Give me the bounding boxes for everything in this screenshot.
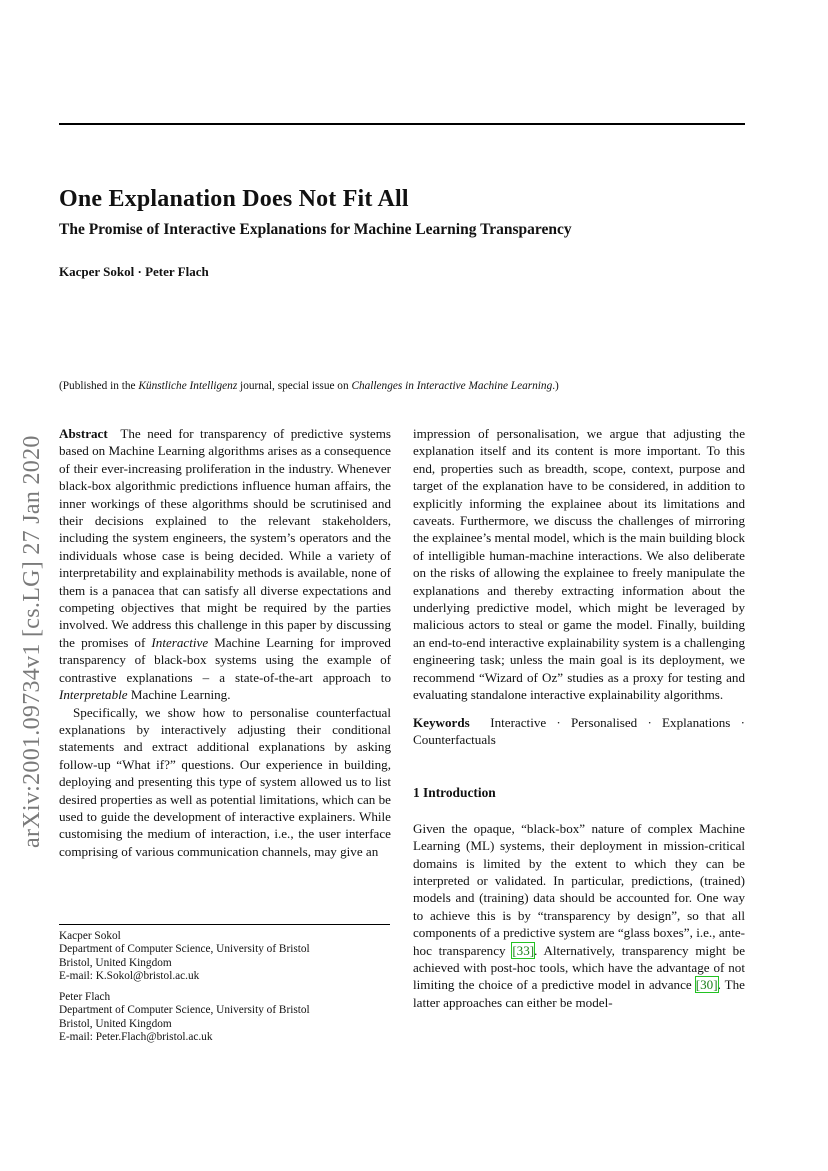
- keywords-label: Keywords: [413, 714, 470, 730]
- right-column: [413, 425, 745, 1011]
- footnote-rule: [59, 924, 390, 925]
- footnote-author-1-location: Bristol, United Kingdom: [59, 956, 172, 969]
- paper-title: One Explanation Does Not Fit All: [59, 186, 409, 212]
- paper-subtitle: The Promise of Interactive Explanations for Machine Learning Transparency: [59, 221, 572, 238]
- abstract-paragraph-1: [59, 425, 391, 704]
- footnote-author-2-location: Bristol, United Kingdom: [59, 1017, 172, 1030]
- arxiv-stamp: arXiv:2001.09734v1 [cs.LG] 27 Jan 2020: [19, 435, 45, 848]
- abstract-text-c: Machine Learning.: [127, 687, 231, 703]
- footnote-author-2-dept: Department of Computer Science, University of Bristol: [59, 1004, 310, 1017]
- introduction-text-a: Given the opaque, “black-box” nature of complex Machine Learning (ML) systems, their deployment in mission-critical domains is limited by the extent to which they can be interpreted or validated. In particular, predictions, (trained) models and (training) data should be accounted for. One way to achieve this is by “transparency by design”, so that all components of a predictive system are “glass boxes”, i.e., ante-hoc transparency: [413, 820, 745, 958]
- citation-link-33[interactable]: [33]: [512, 942, 535, 958]
- introduction-text-c: . The latter approaches can either be model-: [413, 977, 745, 1010]
- footnote-author-1-email: E-mail: K.Sokol@bristol.ac.uk: [59, 970, 200, 983]
- section-heading-introduction: 1 Introduction: [413, 785, 496, 801]
- abstract-paragraph-2: Specifically, we show how to personalise counterfactual explanations by interactively adjusting their conditional statements and extract additional explanations by asking follow-up “What if?” questions. Our experience in building, deploying and presenting this type of system allowed us to list desired properties as well as potential limitations, which can be used to guide the development of interactive explainers. While customising the medium of interaction, i.e., the user interface comprising of various communication channels, may give an: [59, 704, 391, 859]
- keywords: [413, 714, 745, 749]
- footnote-author-2: [59, 991, 310, 1045]
- abstract-label: Abstract: [59, 426, 108, 441]
- abstract-paragraph-3: impression of personalisation, we argue that adjusting the explanation itself and its content is more important. To this end, properties such as breadth, scope, context, purpose and target of the explanation have to be considered, in addition to explicitly informing the explainee about its limitations and caveats. Furthermore, we discuss the challenges of mirroring the explainee’s mental model, which is the main building block of intelligible human-machine interactions. We also deliberate on the risks of allowing the explainee to freely manipulate the explanations and thereby extracting information about the underlying predictive model, which might be leveraged by malicious actors to steal or game the model. Finally, building an end-to-end interactive explainability system is a challenging engineering task; unless the main goal is its deployment, we recommend “Wizard of Oz” studies as a proxy for testing and evaluating standalone interactive explainability algorithms.: [413, 426, 745, 703]
- special-issue-name: Challenges in Interactive Machine Learning: [351, 380, 553, 392]
- footnote-author-1-dept: Department of Computer Science, University of Bristol: [59, 943, 310, 956]
- abstract-emphasis-interactive: Interactive: [151, 634, 209, 650]
- journal-name: Künstliche Intelligenz: [138, 380, 238, 392]
- publication-note-mid: journal, special issue on: [237, 380, 352, 392]
- abstract-text-b: Machine Learning for improved transparency of black-box systems using the example of contrastive explanations – a state-of-the-art approach to: [59, 634, 391, 685]
- keywords-text: Interactive · Personalised · Explanations · Counterfactuals: [413, 714, 745, 747]
- introduction-paragraph: [413, 820, 745, 1011]
- footnote-author-1: [59, 930, 310, 984]
- introduction-text-b: . Alternatively, transparency might be achieved with post-hoc tools, which have the advantage of not limiting the choice of a predictive model in advance: [413, 942, 746, 993]
- left-column: [59, 425, 391, 860]
- footnote-author-1-name: Kacper Sokol: [59, 930, 121, 942]
- footnote-author-2-name: Peter Flach: [59, 991, 111, 1003]
- abstract-emphasis-interpretable: Interpretable: [59, 687, 128, 703]
- publication-note-suffix: .): [552, 380, 559, 392]
- footnote-author-2-email: E-mail: Peter.Flach@bristol.ac.uk: [59, 1031, 213, 1044]
- publication-note: [59, 380, 559, 392]
- abstract-text-a: The need for transparency of predictive systems based on Machine Learning algorithms arises as a consequence of their ever-increasing proliferation in the industry. Whenever black-box algorithmic predictions influence human affairs, the inner workings of these algorithms should be scrutinised and their decisions explained to the relevant stakeholders, including the system engineers, the system’s operators and the individuals whose case is being decided. While a variety of interpretability and explainability methods is available, none of them is a panacea that can satisfy all diverse expectations and competing objectives that might be required by the parties involved. We address this challenge in this paper by discussing the promises of: [59, 426, 391, 650]
- author-list: Kacper Sokol · Peter Flach: [59, 264, 209, 279]
- header-rule: [59, 123, 745, 125]
- citation-link-30[interactable]: [30]: [695, 977, 718, 993]
- publication-note-prefix: (Published in the: [59, 380, 139, 392]
